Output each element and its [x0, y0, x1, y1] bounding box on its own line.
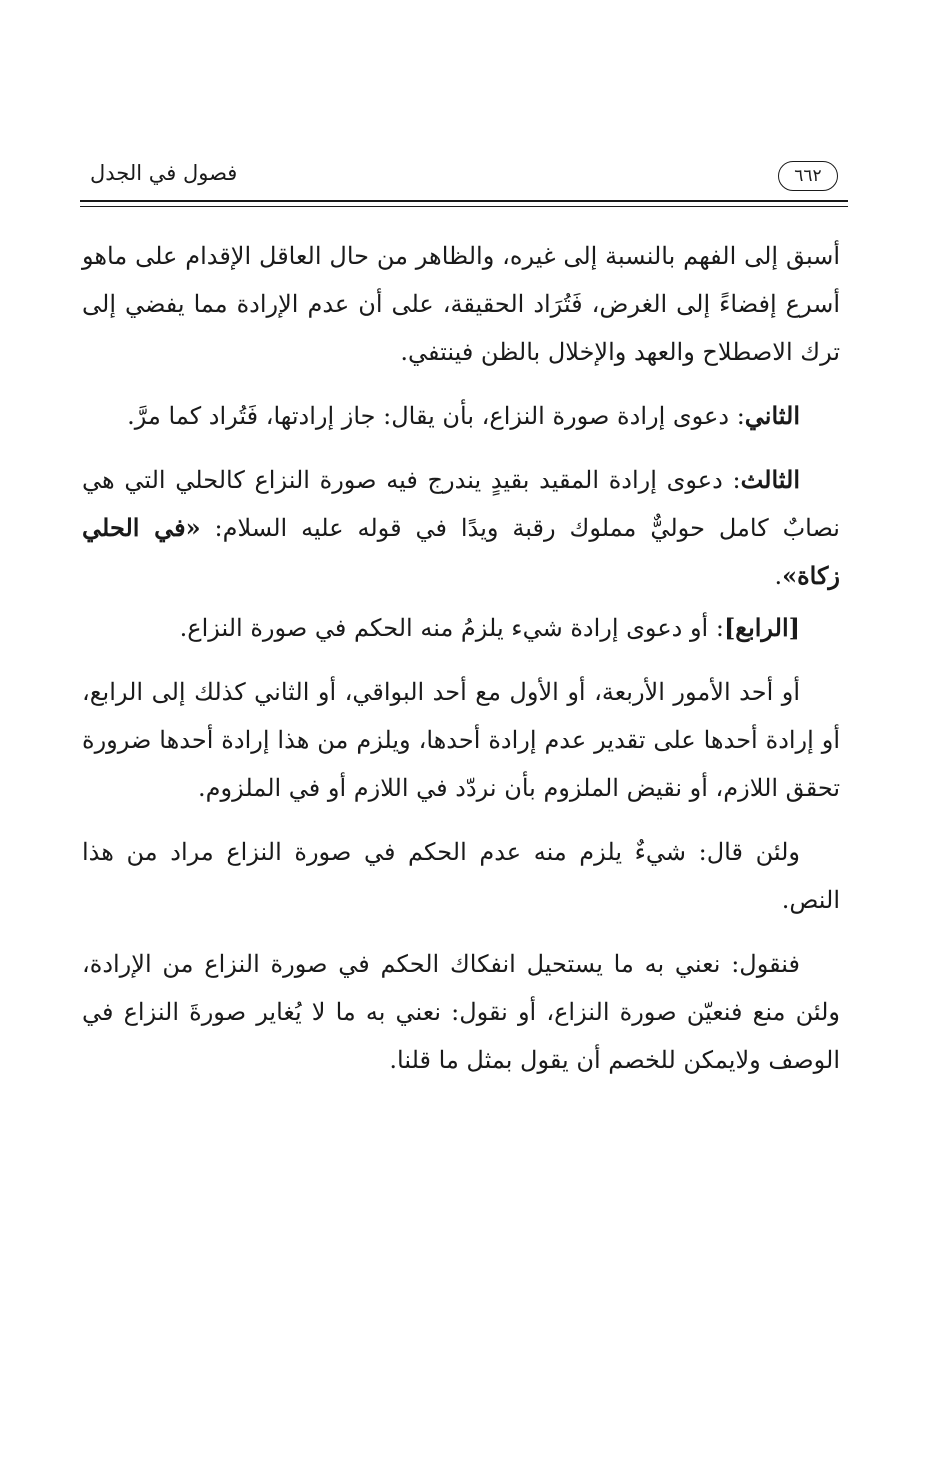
paragraph-fourth — [82, 604, 840, 652]
paragraph-tail: . — [774, 562, 783, 590]
hadith-quote: «في الحلي زكاة» — [82, 513, 840, 590]
page-number: ٦٦٢ — [778, 161, 838, 191]
paragraph-text: : دعوى إرادة المقيد بقيدٍ يندرج فيه صورة النزاع كالحلي التي هي نصابٌ كامل حوليٌّ مملوك رقبة ويدًا في قوله عليه السلام: — [82, 466, 840, 542]
paragraph-text: ولئن قال: شيءٌ يلزم منه عدم الحكم في صورة النزاع مراد من هذا النص. — [82, 838, 840, 914]
term-second: الثاني — [744, 401, 800, 430]
page-body — [82, 232, 840, 1100]
paragraph-text: أسبق إلى الفهم بالنسبة إلى غيره، والظاهر من حال العاقل الإقدام على ماهو أسرع إفضاءً إلى الغرض، فَتُرَاد الحقيقة، على أن عدم الإرادة مما يفضي إلى ترك الاصطلاح والعهد والإخلال بالظن فينتفي. — [82, 242, 840, 366]
header-rule-thin — [80, 206, 848, 207]
term-fourth: [الرابع] — [723, 613, 800, 642]
paragraph-text: أو أحد الأمور الأربعة، أو الأول مع أحد البواقي، أو الثاني كذلك إلى الرابع، أو إرادة أحدها على تقدير عدم إرادة أحدها، ويلزم من هذا إرادة أحدها ضرورة تحقق اللازم، أو نقيض الملزوم بأن نردّد في اللازم أو في الملزوم. — [82, 678, 841, 802]
running-title: فصول في الجدل — [90, 161, 238, 185]
paragraph-reply — [82, 940, 840, 1084]
paragraph-1 — [82, 232, 840, 376]
paragraph-text: : أو دعوى إرادة شيء يلزمُ منه الحكم في صورة النزاع. — [179, 614, 724, 642]
paragraph-text: : دعوى إرادة صورة النزاع، بأن يقال: جاز إرادتها، فَتُراد كما مرَّ. — [127, 402, 745, 430]
term-third: الثالث — [740, 465, 800, 494]
paragraph-objection — [82, 828, 840, 924]
paragraph-combinations — [82, 668, 840, 812]
paragraph-text: فنقول: نعني به ما يستحيل انفكاك الحكم في صورة النزاع من الإرادة، ولئن منع فنعيّن صورة النزاع، أو نقول: نعني به ما لا يُغاير صورةَ النزاع في الوصف ولايمكن للخصم أن يقول بمثل ما قلنا. — [82, 950, 840, 1074]
header-rule-thick — [80, 200, 848, 202]
paragraph-second — [82, 392, 840, 440]
page-header — [80, 155, 848, 201]
paragraph-third — [82, 456, 840, 600]
